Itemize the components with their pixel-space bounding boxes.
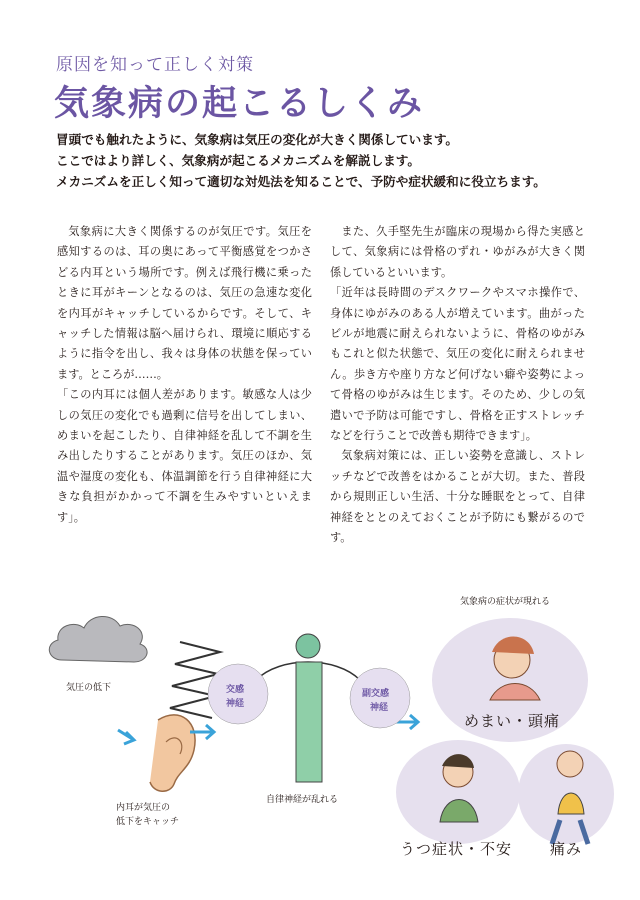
label-dizziness: めまい・頭痛 (464, 712, 561, 730)
label-sympathetic-1: 交感 (226, 685, 245, 695)
paragraph: 気象病に大きく関係するのが気圧です。気圧を感知するのは、耳の奥にあって平衡感覚をつかさどる内耳という場所です。例えば飛行機に乗ったときに耳がキーンとなるのは、気圧の急速な変化を内耳がキャッチしているからです。そして、キャッチした情報は脳へ届けられ、環境に順応するように指令を出し、我々は身体の状態を保っています。ところが……。 (57, 225, 312, 381)
label-depression: うつ症状・不安 (400, 840, 513, 858)
label-sympathetic-2: 神経 (226, 699, 245, 709)
label-parasympathetic-2: 神経 (370, 703, 389, 713)
page-subtitle: 原因を知って正しく対策 (56, 55, 254, 75)
balance-figure (256, 634, 360, 782)
paragraph: 気象病対策には、正しい姿勢を意識し、ストレッチなどで改善をはかることが大切。また、普段から規則正しい生活、十分な睡眠をとって、自律神経をととのえておくことが予防にも繋がるのです。 (330, 449, 585, 545)
lead-text (56, 129, 616, 192)
label-pain: 痛み (550, 840, 583, 858)
label-parasympathetic-1: 副交感 (362, 689, 390, 699)
cloud-icon (49, 616, 147, 662)
arrow-icon (118, 730, 134, 744)
paragraph: また、久手堅先生が臨床の現場から得た実感として、気象病には骨格のずれ・ゆがみが大きく関係しているといいます。 (330, 225, 585, 279)
label-symptoms-title: 気象病の症状が現れる (460, 597, 551, 607)
lead-line: メカニズムを正しく知って適切な対処法を知ることで、予防や症状緩和に役立ちます。 (56, 174, 546, 189)
label-inner-ear-2: 低下をキャッチ (116, 817, 180, 827)
ear-icon (150, 715, 195, 791)
page-title: 気象病の起こるしくみ (54, 83, 425, 124)
body-column-left (57, 222, 312, 528)
paragraph: 「この内耳には個人差があります。敏感な人は少しの気圧の変化でも過剰に信号を出してしまい、めまいを起こしたり、自律神経を乱して不調を生み出したりすることがあります。気圧のほか、気温や湿度の変化も、体温調節を行う自律神経に大きな負担がかかって不調を生みやすいといえます」。 (57, 388, 312, 524)
label-autonomic: 自律神経が乱れる (266, 795, 339, 805)
label-pressure-drop: 気圧の低下 (66, 683, 112, 693)
lead-line: ここではより詳しく、気象病が起こるメカニズムを解説します。 (56, 153, 420, 168)
lead-line: 冒頭でも触れたように、気象病は気圧の変化が大きく関係しています。 (56, 132, 458, 147)
body-column-right (330, 222, 585, 549)
label-inner-ear-1: 内耳が気圧の (116, 803, 171, 813)
paragraph: 「近年は長時間のデスクワークやスマホ操作で、身体にゆがみのある人が増えています。曲がったビルが地震に耐えられないように、骨格のゆがみもこれと似た状態で、気圧の変化に耐えられません。歩き方や座り方など何げない癖や姿勢によって骨格のゆがみは生じます。そのため、少しの気遣いで予防は可能ですし、骨格を正すストレッチなどを行うことで改善も期待できます」。 (330, 286, 585, 443)
mechanism-illustration (30, 582, 620, 870)
